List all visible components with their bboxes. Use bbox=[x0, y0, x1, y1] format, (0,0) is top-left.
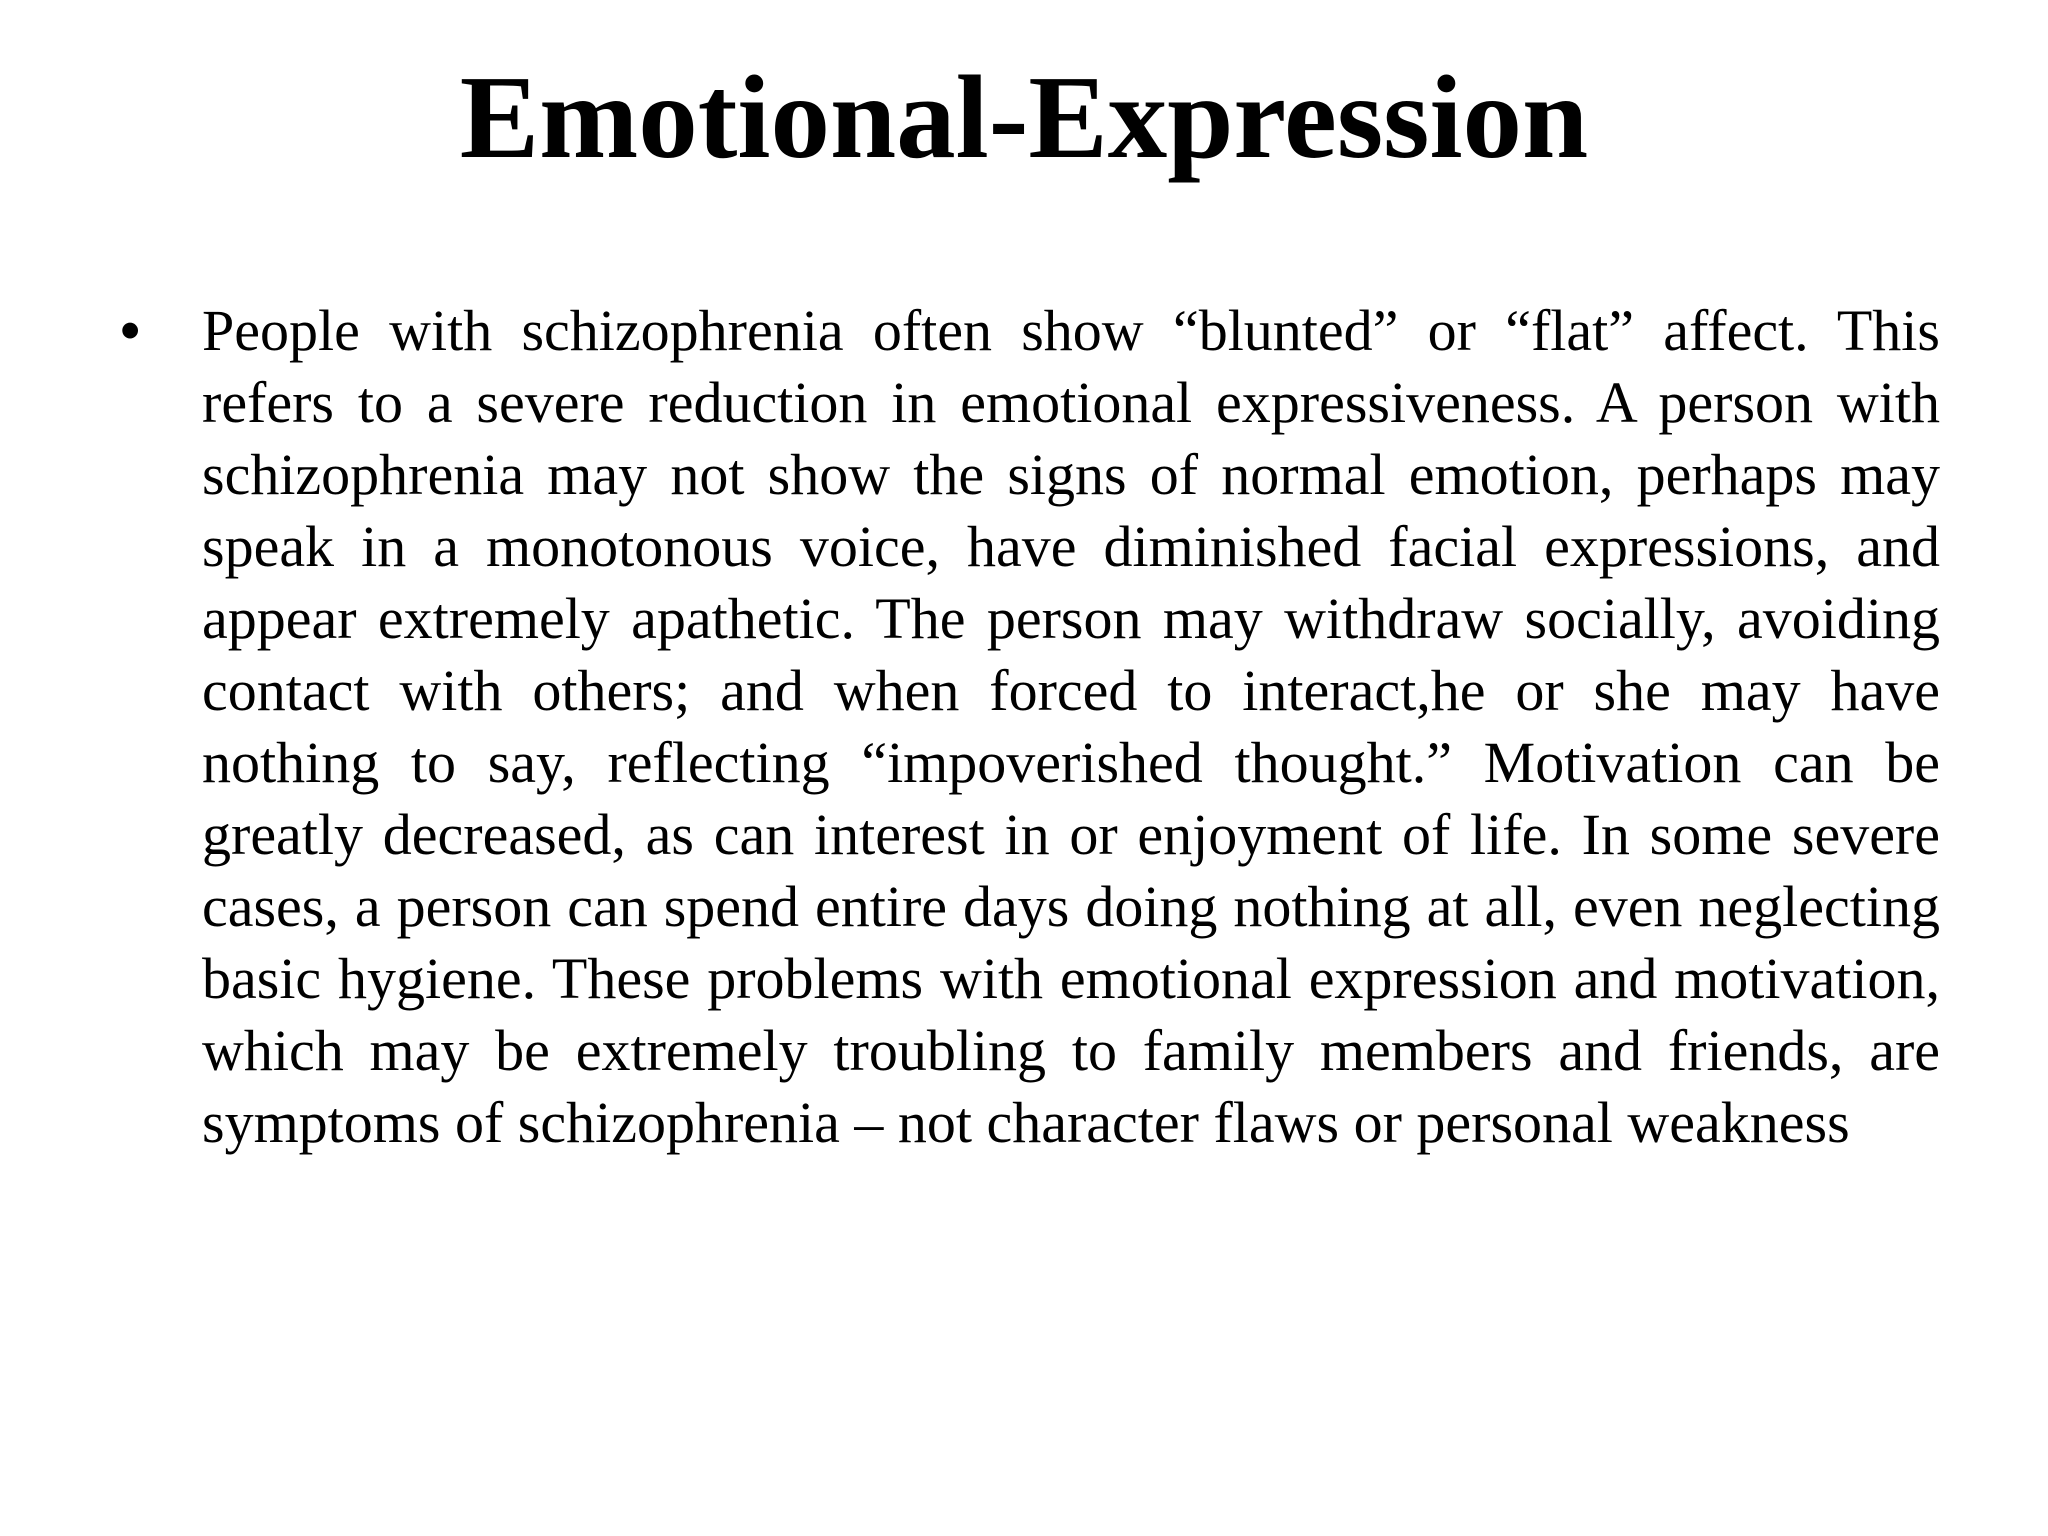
slide-title: Emotional-Expression bbox=[459, 51, 1589, 183]
bullet-point-icon: • bbox=[120, 298, 141, 363]
bullet-item bbox=[120, 295, 1940, 1159]
bullet-text: People with schizophrenia often show “blunted” or “flat” affect. This refers to a severe reduction in emotional expressiveness. A person with schizophrenia may not show the signs of normal emotion, perhaps may speak in a monotonous voice, have diminished facial expressions, and appear extremely apathetic. The person may withdraw socially, avoiding contact with others; and when forced to interact,he or she may have nothing to say, reflecting “impoverished thought.” Motivation can be greatly decreased, as can interest in or enjoyment of life. In some severe cases, a person can spend entire days doing nothing at all, even neglecting basic hygiene. These problems with emotional expression and motivation, which may be extremely troubling to family members and friends, are symptoms of schizophrenia – not character flaws or personal weakness bbox=[202, 298, 1940, 1155]
bullet-list bbox=[120, 295, 1940, 1159]
